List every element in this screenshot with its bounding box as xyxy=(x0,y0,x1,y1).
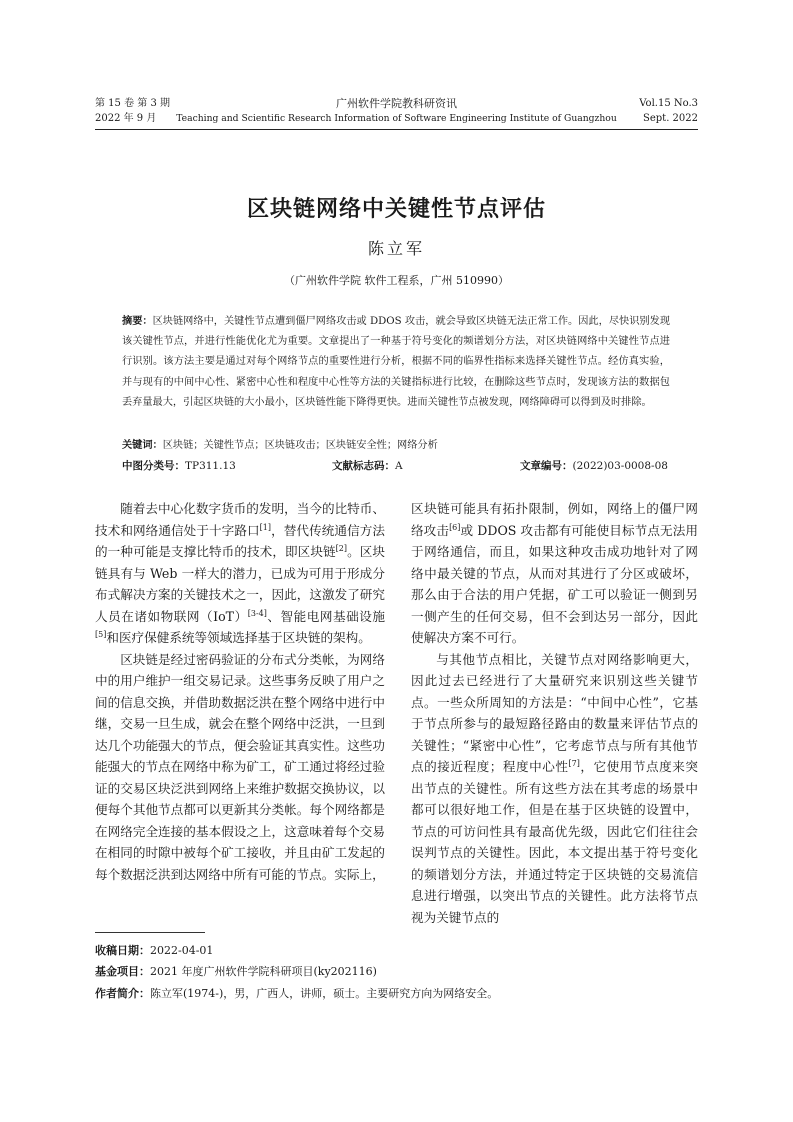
citation: [5] xyxy=(95,629,107,639)
article-number-value: (2022)03-0008-08 xyxy=(572,460,668,472)
body-text: 与其他节点相比，关键节点对网络影响更大，因此过去已经进行了大量研究来识别这些关键节点。一些众所周知的方法是：“中间中心性”，它基于节点所参与的最短路径路由的数量来评估节点的关键性；“紧密中心性”，它考虑节点与所有其他节点的接近程度；程度中心性 xyxy=(411,651,698,774)
citation: [6] xyxy=(449,522,461,532)
author-bio-value: 陈立军(1974-)，男，广西人，讲师，硕士。主要研究方向为网络安全。 xyxy=(150,987,499,1000)
author-affiliation: （广州软件学院 软件工程系，广州 510990） xyxy=(284,274,509,287)
citation: [2] xyxy=(335,543,348,553)
header-date: 2022 年 9 月 xyxy=(95,113,157,124)
body-paragraph xyxy=(95,498,385,649)
body-left-column xyxy=(95,498,385,885)
article-number xyxy=(520,458,668,473)
body-text: ，替代传统通信方法的一种可能是支撑比特币的技术，即区块链 xyxy=(95,522,386,559)
body-text: 随着去中心化数字货币的发明，当今的比特币、技术和网络通信处于十字路口 xyxy=(95,501,385,538)
keywords-label: 关键词： xyxy=(122,440,163,451)
header-rule xyxy=(95,129,698,130)
citation: [7] xyxy=(568,758,580,768)
clc-value: TP311.13 xyxy=(185,460,236,472)
header-journal-en: Teaching and Scientific Research Information of Software Engineering Institute of Guangzhou xyxy=(176,113,617,124)
body-text: 或 DDOS 攻击都有可能使目标节点无法用于网络通信，而且，如果这种攻击成功地针对了网络中最关键的节点，从而对其进行了分区或破坏，那么由于合法的用户凭据，矿工可以验证一侧到另一侧产生的任何交易，但不会到达另一部分，因此使解决方案不可行。 xyxy=(411,522,699,645)
header-vol-en: Vol.15 No.3 xyxy=(639,98,698,109)
header-date-en: Sept. 2022 xyxy=(643,113,698,124)
clc-label: 中图分类号： xyxy=(122,460,185,472)
doc-code-label: 文献标志码： xyxy=(332,460,395,472)
body-text: ，它使用节点度来突出节点的关键性。所有这些方法在其考虑的场景中都可以很好地工作，但是在基于区块链的设置中，节点的可访问性具有最高优先级，因此它们往往会误判节点的关键性。因此，本文提出基于符号变化的频谱划分方法，并通过特定于区块链的交易流信息进行增强，以突出节点的关键性。此方法将节点视为关键节点的 xyxy=(411,759,699,925)
footnote-author xyxy=(95,986,498,1002)
fund-value: 2021 年度广州软件学院科研项目(ky202116) xyxy=(150,965,377,978)
body-paragraph: 区块链是经过密码验证的分布式分类帐，为网络中的用户维护一组交易记录。这些事务反映了用户之间的信息交换，并借助数据泛洪在整个网络中进行中继，交易一旦生成，就会在整个网络中泛洪，一旦到达几个功能强大的节点，便会验证其真实性。这些功能强大的节点在网络中称为矿工，矿工通过将经过验证的交易区块泛洪到网络上来维护数据交换协议，以便每个其他节点都可以更新其分类帐。每个网络都是在网络完全连接的基本假设之上，这意味着每个交易在相同的时隙中被每个矿工接收，并且由矿工发起的每个数据泛洪到达网络中所有可能的节点。实际上， xyxy=(95,651,385,882)
abstract-label: 摘要： xyxy=(122,316,153,327)
abstract-text: 区块链网络中，关键性节点遭到僵尸网络攻击或 DDOS 攻击，就会导致区块链无法正常工作。因此，尽快识别发现该关键性节点，并进行性能优化尤为重要。文章提出了一种基于符号变化的频谱划分方法，对区块链网络中关键性节点进行识别。该方法主要是通过对每个网络节点的重要性进行分析，根据不同的临界性指标来选择关键性节点。经仿真实验，并与现有的中间中心性、紧密中心性和程度中心性等方法的关键指标进行比较，在删除这些节点时，发现该方法的数据包丢弃量最大，引起区块链的大小最小，区块链性能下降得更快。进而关键性节点被发现，网络障碍可以得到及时排除。 xyxy=(122,316,671,408)
clc-number xyxy=(122,458,236,473)
paper-title: 区块链网络中关键性节点评估 xyxy=(246,197,546,222)
paper-author: 陈立军 xyxy=(367,239,425,258)
keywords-text: 区块链；关键性节点；区块链攻击；区块链安全性；网络分析 xyxy=(162,440,438,451)
citation: [3-4] xyxy=(247,608,267,618)
footnote-fund xyxy=(95,964,377,980)
keywords xyxy=(122,436,682,456)
body-paragraph xyxy=(411,649,698,929)
footnote-received xyxy=(95,943,213,959)
received-value: 2022-04-01 xyxy=(150,944,214,957)
fund-label: 基金项目： xyxy=(95,965,150,978)
abstract xyxy=(122,312,670,413)
footnote-rule xyxy=(95,932,205,933)
body-right-column xyxy=(411,498,698,928)
received-label: 收稿日期： xyxy=(95,944,150,957)
document-code xyxy=(332,458,403,473)
body-text: 和医疗保健系统等领域选择基于区块链的架构。 xyxy=(106,630,371,645)
body-text: 区块链可能具有拓扑限制，例如，网络上的僵尸网络攻击 xyxy=(411,501,698,538)
article-number-label: 文章编号： xyxy=(520,460,573,472)
body-paragraph xyxy=(411,498,698,649)
body-text: 。区块链具有与 Web 一样大的潜力，已成为可用于形成分布式解决方案的关键技术之一，因此，这激发了研究人员在诸如物联网（IoT） xyxy=(95,544,386,624)
body-text: 、智能电网基础设施 xyxy=(266,608,385,624)
citation: [1] xyxy=(259,522,272,532)
doc-code-value: A xyxy=(395,460,403,472)
header-journal-cn: 广州软件学院教科研资讯 xyxy=(336,97,457,110)
author-bio-label: 作者简介： xyxy=(95,987,150,1000)
header-volume: 第 15 卷 第 3 期 xyxy=(95,98,170,109)
